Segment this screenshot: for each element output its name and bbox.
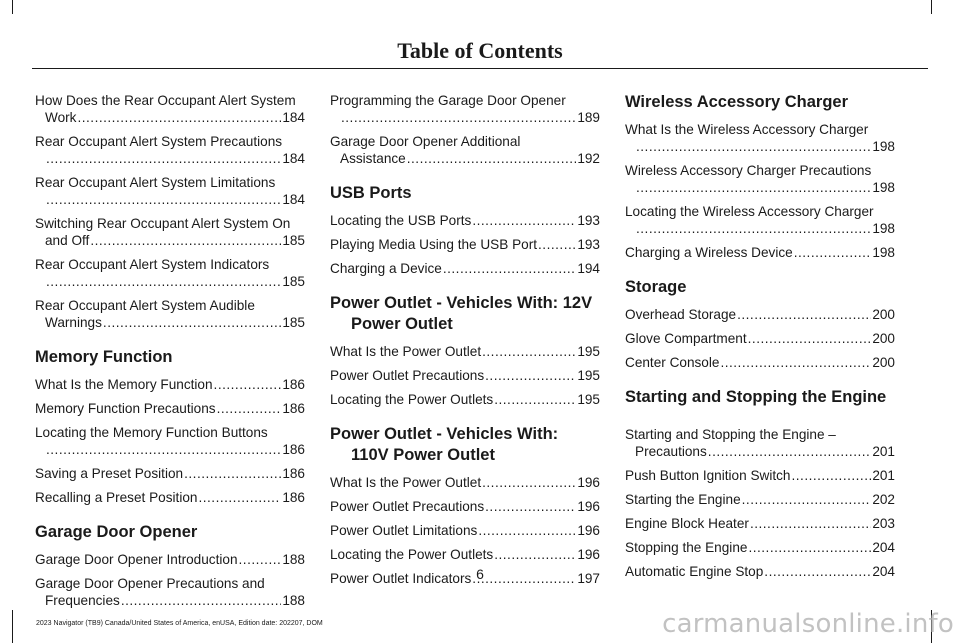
section-heading: Garage Door Opener xyxy=(35,523,198,541)
toc-entry[interactable]: Engine Block Heater ..... 203 xyxy=(625,515,895,532)
toc-entry[interactable]: What Is the Power Outlet ..... 196 xyxy=(330,474,600,491)
toc-column-3 xyxy=(625,92,895,587)
toc-entry[interactable]: How Does the Rear Occupant Alert System Work ..... 184 xyxy=(35,92,305,126)
crop-mark xyxy=(931,0,932,14)
toc-entry[interactable]: What Is the Wireless Accessory Charger ..... 198 xyxy=(625,121,895,155)
toc-entry[interactable]: Rear Occupant Alert System Precautions ..... 184 xyxy=(35,133,305,167)
toc-entry[interactable]: Starting and Stopping the Engine – Precautions ..... 201 xyxy=(625,426,895,460)
toc-entry[interactable]: Recalling a Preset Position ..... 186 xyxy=(35,489,305,506)
toc-entry[interactable]: Stopping the Engine ..... 204 xyxy=(625,539,895,556)
toc-entry[interactable]: Locating the Power Outlets ..... 195 xyxy=(330,391,600,408)
page-number: 6 xyxy=(476,566,484,582)
toc-column-1 xyxy=(35,92,305,616)
toc-entry[interactable]: What Is the Memory Function ..... 186 xyxy=(35,376,305,393)
page-title: Table of Contents xyxy=(397,38,563,63)
toc-entry[interactable]: Charging a Wireless Device ..... 198 xyxy=(625,244,895,261)
section-heading: Power Outlet - Vehicles With: 12V Power Outlet xyxy=(330,294,593,333)
toc-entry[interactable]: Wireless Accessory Charger Precautions ..... 198 xyxy=(625,162,895,196)
toc-entry[interactable]: Garage Door Opener Precautions and Frequencies ..... 188 xyxy=(35,575,305,609)
toc-entry[interactable]: Playing Media Using the USB Port ..... 193 xyxy=(330,236,600,253)
toc-entry[interactable]: Rear Occupant Alert System Indicators ..... 185 xyxy=(35,256,305,290)
toc-entry[interactable]: Power Outlet Limitations ..... 196 xyxy=(330,522,600,539)
toc-entry[interactable]: Automatic Engine Stop ..... 204 xyxy=(625,563,895,580)
toc-entry[interactable]: Power Outlet Precautions ..... 195 xyxy=(330,367,600,384)
section-heading: Memory Function xyxy=(35,348,173,366)
section-heading: Starting and Stopping the Engine xyxy=(625,388,887,406)
toc-entry[interactable]: Starting the Engine ..... 202 xyxy=(625,491,895,508)
toc-entry[interactable]: Locating the Wireless Accessory Charger ..... 198 xyxy=(625,203,895,237)
toc-entry[interactable]: Power Outlet Precautions ..... 196 xyxy=(330,498,600,515)
header-rule xyxy=(32,68,928,69)
toc-entry[interactable]: What Is the Power Outlet ..... 195 xyxy=(330,343,600,360)
toc-entry[interactable]: Charging a Device ..... 194 xyxy=(330,260,600,277)
toc-entry[interactable]: Garage Door Opener Introduction ..... 188 xyxy=(35,551,305,568)
crop-mark xyxy=(12,610,13,643)
footer-edition-text: 2023 Navigator (TB9) Canada/United States of America, enUSA, Edition date: 202207, DOM xyxy=(36,620,323,627)
section-heading: Wireless Accessory Charger xyxy=(625,93,849,111)
section-heading: USB Ports xyxy=(330,184,412,202)
toc-entry[interactable]: Locating the USB Ports ..... 193 xyxy=(330,212,600,229)
toc-entry[interactable]: Power Outlet Indicators ..... 197 xyxy=(330,570,600,587)
section-heading: Power Outlet - Vehicles With: 110V Power Outlet xyxy=(330,425,559,464)
toc-entry[interactable]: Push Button Ignition Switch ..... 201 xyxy=(625,467,895,484)
watermark: carmanualsonline.info xyxy=(662,609,954,639)
toc-entry[interactable]: Saving a Preset Position ..... 186 xyxy=(35,465,305,482)
toc-entry[interactable]: Overhead Storage ..... 200 xyxy=(625,306,895,323)
toc-entry[interactable]: Rear Occupant Alert System Audible Warnings ..... 185 xyxy=(35,297,305,331)
toc-entry[interactable]: Switching Rear Occupant Alert System On and Off ..... 185 xyxy=(35,215,305,249)
toc-entry[interactable]: Locating the Power Outlets ..... 196 xyxy=(330,546,600,563)
toc-entry[interactable]: Center Console ..... 200 xyxy=(625,354,895,371)
toc-entry[interactable]: Memory Function Precautions ..... 186 xyxy=(35,400,305,417)
toc-entry[interactable]: Programming the Garage Door Opener ..... 189 xyxy=(330,92,600,126)
toc-column-2 xyxy=(330,92,600,594)
toc-entry[interactable]: Garage Door Opener Additional Assistance ..... 192 xyxy=(330,133,600,167)
section-heading: Storage xyxy=(625,278,687,296)
toc-entry[interactable]: Glove Compartment ..... 200 xyxy=(625,330,895,347)
toc-entry[interactable]: Rear Occupant Alert System Limitations ..... 184 xyxy=(35,174,305,208)
toc-entry[interactable]: Locating the Memory Function Buttons ..... 186 xyxy=(35,424,305,458)
crop-mark xyxy=(12,0,13,14)
